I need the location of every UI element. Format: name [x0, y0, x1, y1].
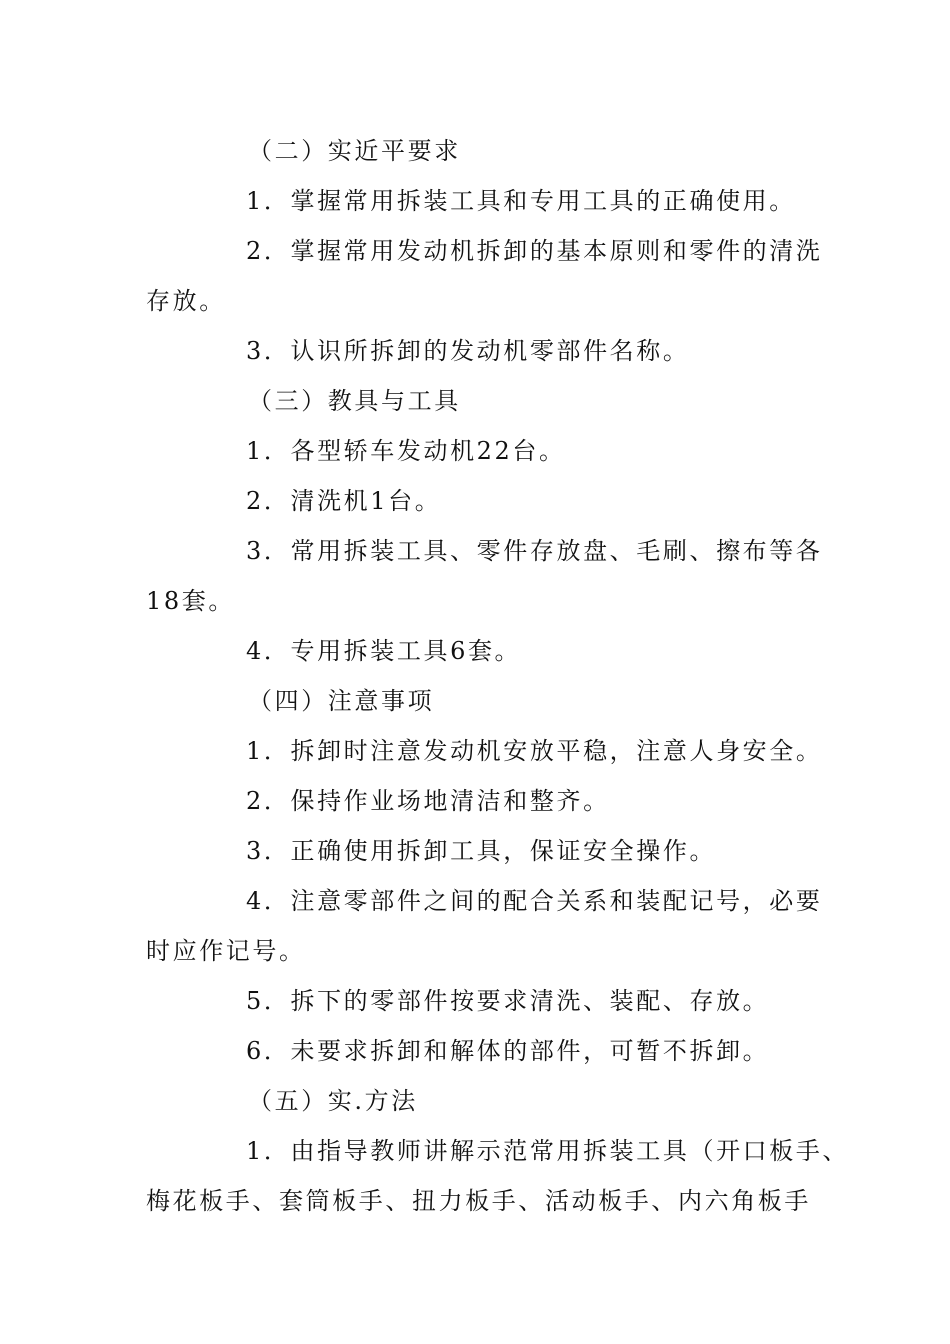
paragraph-line: 5．拆下的零部件按要求清洗、装配、存放。 — [246, 987, 770, 1015]
paragraph-line: 1．掌握常用拆装工具和专用工具的正确使用。 — [246, 187, 796, 215]
paragraph-line: 梅花板手、套筒板手、扭力板手、活动板手、内六角板手 — [146, 1187, 811, 1215]
paragraph-line: 3．正确使用拆卸工具，保证安全操作。 — [246, 837, 717, 865]
paragraph-line: 2．掌握常用发动机拆卸的基本原则和零件的清洗 — [246, 237, 823, 265]
paragraph-line: 1．拆卸时注意发动机安放平稳，注意人身安全。 — [246, 737, 823, 765]
section-heading-notes: （四）注意事项 — [248, 687, 435, 715]
paragraph-line: 3．常用拆装工具、零件存放盘、毛刷、擦布等各 — [246, 537, 823, 565]
paragraph-line: 1．由指导教师讲解示范常用拆装工具（开口板手、 — [246, 1137, 850, 1165]
section-heading-tools: （三）教具与工具 — [248, 387, 461, 415]
paragraph-line: 存放。 — [146, 287, 226, 315]
paragraph-line: 1．各型轿车发动机22台。 — [246, 437, 566, 465]
paragraph-line: 4．注意零部件之间的配合关系和装配记号，必要 — [246, 887, 823, 915]
paragraph-line: 18套。 — [146, 587, 235, 615]
paragraph-line: 2．清洗机1台。 — [246, 487, 442, 515]
paragraph-line: 6．未要求拆卸和解体的部件，可暂不拆卸。 — [246, 1037, 770, 1065]
section-heading-method: （五）实.方法 — [248, 1087, 418, 1115]
paragraph-line: 时应作记号。 — [146, 937, 306, 965]
section-heading-requirements: （二）实近平要求 — [248, 137, 461, 165]
paragraph-line: 3．认识所拆卸的发动机零部件名称。 — [246, 337, 690, 365]
paragraph-line: 2．保持作业场地清洁和整齐。 — [246, 787, 610, 815]
paragraph-line: 4．专用拆装工具6套。 — [246, 637, 522, 665]
